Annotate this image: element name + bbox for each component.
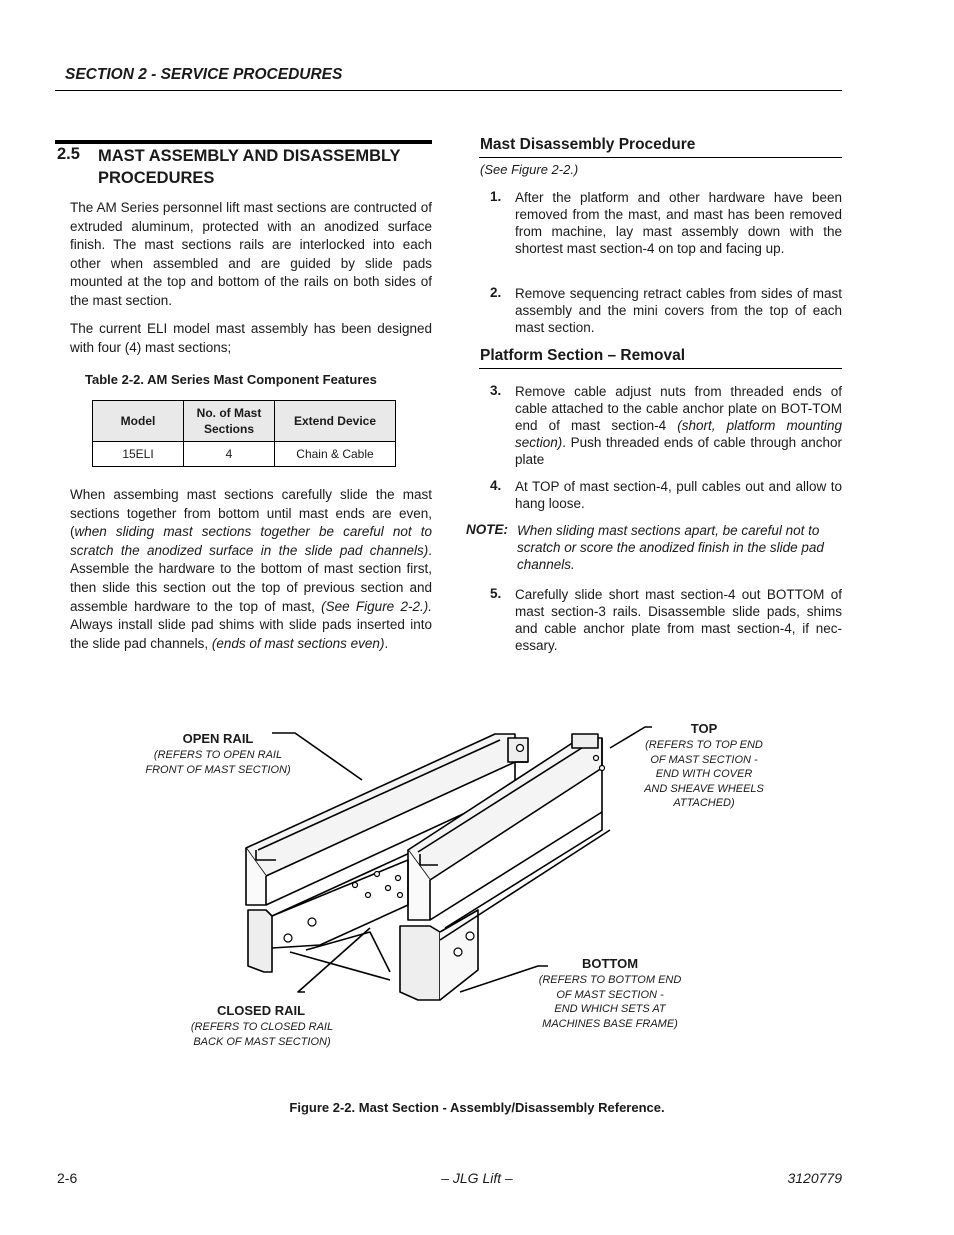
step-1-text: After the platform and other hardware have been removed from the mast, and mast has been removed from machine, lay mast assembly down with the shortest mast section-4 on top and facing up. bbox=[515, 190, 842, 256]
document-number: 3120779 bbox=[787, 1170, 842, 1186]
callout-open-rail-line-2: FRONT OF MAST SECTION) bbox=[145, 763, 291, 776]
callout-top-title: TOP bbox=[690, 721, 718, 736]
intro-paragraph: The AM Series personnel lift mast sections are contructed of extruded aluminum, protected with an anodized surface finish. The mast sections rails are interlocked into each other when assembled and are guided by slide pads mounted at the top and bottom of the rails on both sides of the mast section. bbox=[70, 200, 432, 308]
callout-top-line-2: OF MAST SECTION - bbox=[650, 753, 758, 766]
table-header-extend: Extend Device bbox=[275, 401, 396, 442]
callout-bottom-desc bbox=[534, 973, 686, 1031]
table-cell-model: 15ELI bbox=[93, 442, 184, 467]
step-4-number: 4. bbox=[490, 478, 502, 493]
callout-open-rail-title: OPEN RAIL bbox=[182, 731, 254, 746]
callout-closed-rail-line-2: BACK OF MAST SECTION) bbox=[193, 1035, 331, 1048]
callout-top-line-5: ATTACHED) bbox=[673, 797, 735, 809]
step-1-number: 1. bbox=[490, 189, 502, 204]
heading-mast-disassembly: Mast Disassembly Procedure bbox=[480, 136, 696, 153]
step-4-text: At TOP of mast section-4, pull cables out and allow to hang loose. bbox=[515, 479, 842, 511]
table-header-sections: No. of Mast Sections bbox=[184, 401, 275, 442]
callout-bottom-line-2: OF MAST SECTION - bbox=[556, 988, 664, 1001]
step-3-text-a: Remove cable adjust nuts from threaded ends of cable attached to the cable anchor plate on BOT-TOM end of mast section-4 bbox=[515, 384, 842, 433]
callout-open-rail-desc bbox=[140, 748, 296, 777]
mast-features-table bbox=[92, 400, 396, 467]
table-header-row bbox=[93, 401, 396, 442]
figure-caption: Figure 2-2. Mast Section - Assembly/Disassembly Reference. bbox=[289, 1100, 665, 1115]
step-3-text bbox=[515, 383, 842, 468]
assembly-paragraph bbox=[70, 486, 432, 653]
callout-top-line-4: AND SHEAVE WHEELS bbox=[644, 782, 764, 795]
step-2-number: 2. bbox=[490, 285, 502, 300]
see-figure-ref: (See Figure 2-2.) bbox=[480, 162, 579, 177]
callout-closed-rail-desc bbox=[186, 1020, 338, 1049]
table-header-model: Model bbox=[93, 401, 184, 442]
table-caption: Table 2-2. AM Series Mast Component Features bbox=[85, 372, 377, 387]
assembly-text-c: . Assemble the hardware to the bottom of mast section first, then slide this section out the top of previous section and assemble hardware to the top of mast, bbox=[70, 542, 432, 614]
heading-rule bbox=[479, 157, 842, 158]
assembly-text-g: . bbox=[384, 635, 389, 651]
assembly-text-f: (ends of mast sections even) bbox=[211, 635, 385, 651]
heading-rule bbox=[479, 368, 842, 369]
callout-bottom-line-4: MACHINES BASE FRAME) bbox=[542, 1017, 678, 1030]
step-2-text: Remove sequencing retract cables from sides of mast assembly and the mini covers from the top of each mast section. bbox=[515, 286, 842, 335]
callout-bottom-line-1: (REFERS TO BOTTOM END bbox=[538, 974, 682, 986]
heading-platform-removal: Platform Section – Removal bbox=[480, 347, 686, 364]
assembly-text-a: When assembing mast sections carefully slide the mast sections together from bottom until mast ends are even, ( bbox=[70, 487, 432, 540]
callout-closed-rail-title: CLOSED RAIL bbox=[216, 1003, 306, 1018]
callout-closed-rail-line-1: (REFERS TO CLOSED RAIL bbox=[190, 1021, 334, 1033]
footer-brand: – JLG Lift – bbox=[441, 1170, 513, 1186]
sections-paragraph: The current ELI model mast assembly has been designed with four (4) mast sections; bbox=[70, 321, 432, 355]
section-number: 2.5 bbox=[57, 145, 80, 163]
step-5-text: Carefully slide short mast section-4 out BOTTOM of mast section-3 rails. Disassemble slide pads, shims and cable anchor plate from mast section-4, if nec-essary. bbox=[515, 587, 842, 653]
note-label: NOTE: bbox=[466, 522, 508, 537]
assembly-text-e: Always install slide pad shims with slide pads inserted into the slide pad channels, bbox=[70, 617, 432, 651]
callout-bottom-title: BOTTOM bbox=[581, 956, 639, 971]
running-head: SECTION 2 - SERVICE PROCEDURES bbox=[65, 66, 343, 83]
section-title: MAST ASSEMBLY AND DISASSEMBLY PROCEDURES bbox=[98, 147, 401, 187]
table-cell-extend: Chain & Cable bbox=[275, 442, 396, 467]
assembly-text-b: when sliding mast sections together be careful not to scratch the anodized surface in the slide pad channels) bbox=[70, 524, 432, 558]
callout-top-line-3: END WITH COVER bbox=[655, 768, 753, 780]
section-rule bbox=[55, 140, 432, 144]
step-3-text-c: . Push threaded ends of cable through anchor plate bbox=[515, 435, 842, 467]
callout-bottom-line-3: END WHICH SETS AT bbox=[554, 1003, 666, 1015]
callout-top-desc bbox=[634, 738, 774, 811]
callout-top-line-1: (REFERS TO TOP END bbox=[645, 739, 763, 751]
page-number: 2-6 bbox=[57, 1170, 78, 1186]
table-row bbox=[93, 442, 396, 467]
table-cell-sections: 4 bbox=[184, 442, 275, 467]
step-3-number: 3. bbox=[490, 383, 502, 398]
callout-open-rail-line-1: (REFERS TO OPEN RAIL bbox=[153, 749, 283, 761]
note-text: When sliding mast sections apart, be careful not to scratch or score the anodized finish in the slide pad channels. bbox=[517, 523, 824, 572]
step-5-number: 5. bbox=[490, 586, 502, 601]
header-rule bbox=[55, 90, 842, 91]
step-3-text-b: (short, platform mounting section) bbox=[515, 418, 842, 450]
assembly-text-d: (See Figure 2-2.). bbox=[321, 598, 432, 614]
